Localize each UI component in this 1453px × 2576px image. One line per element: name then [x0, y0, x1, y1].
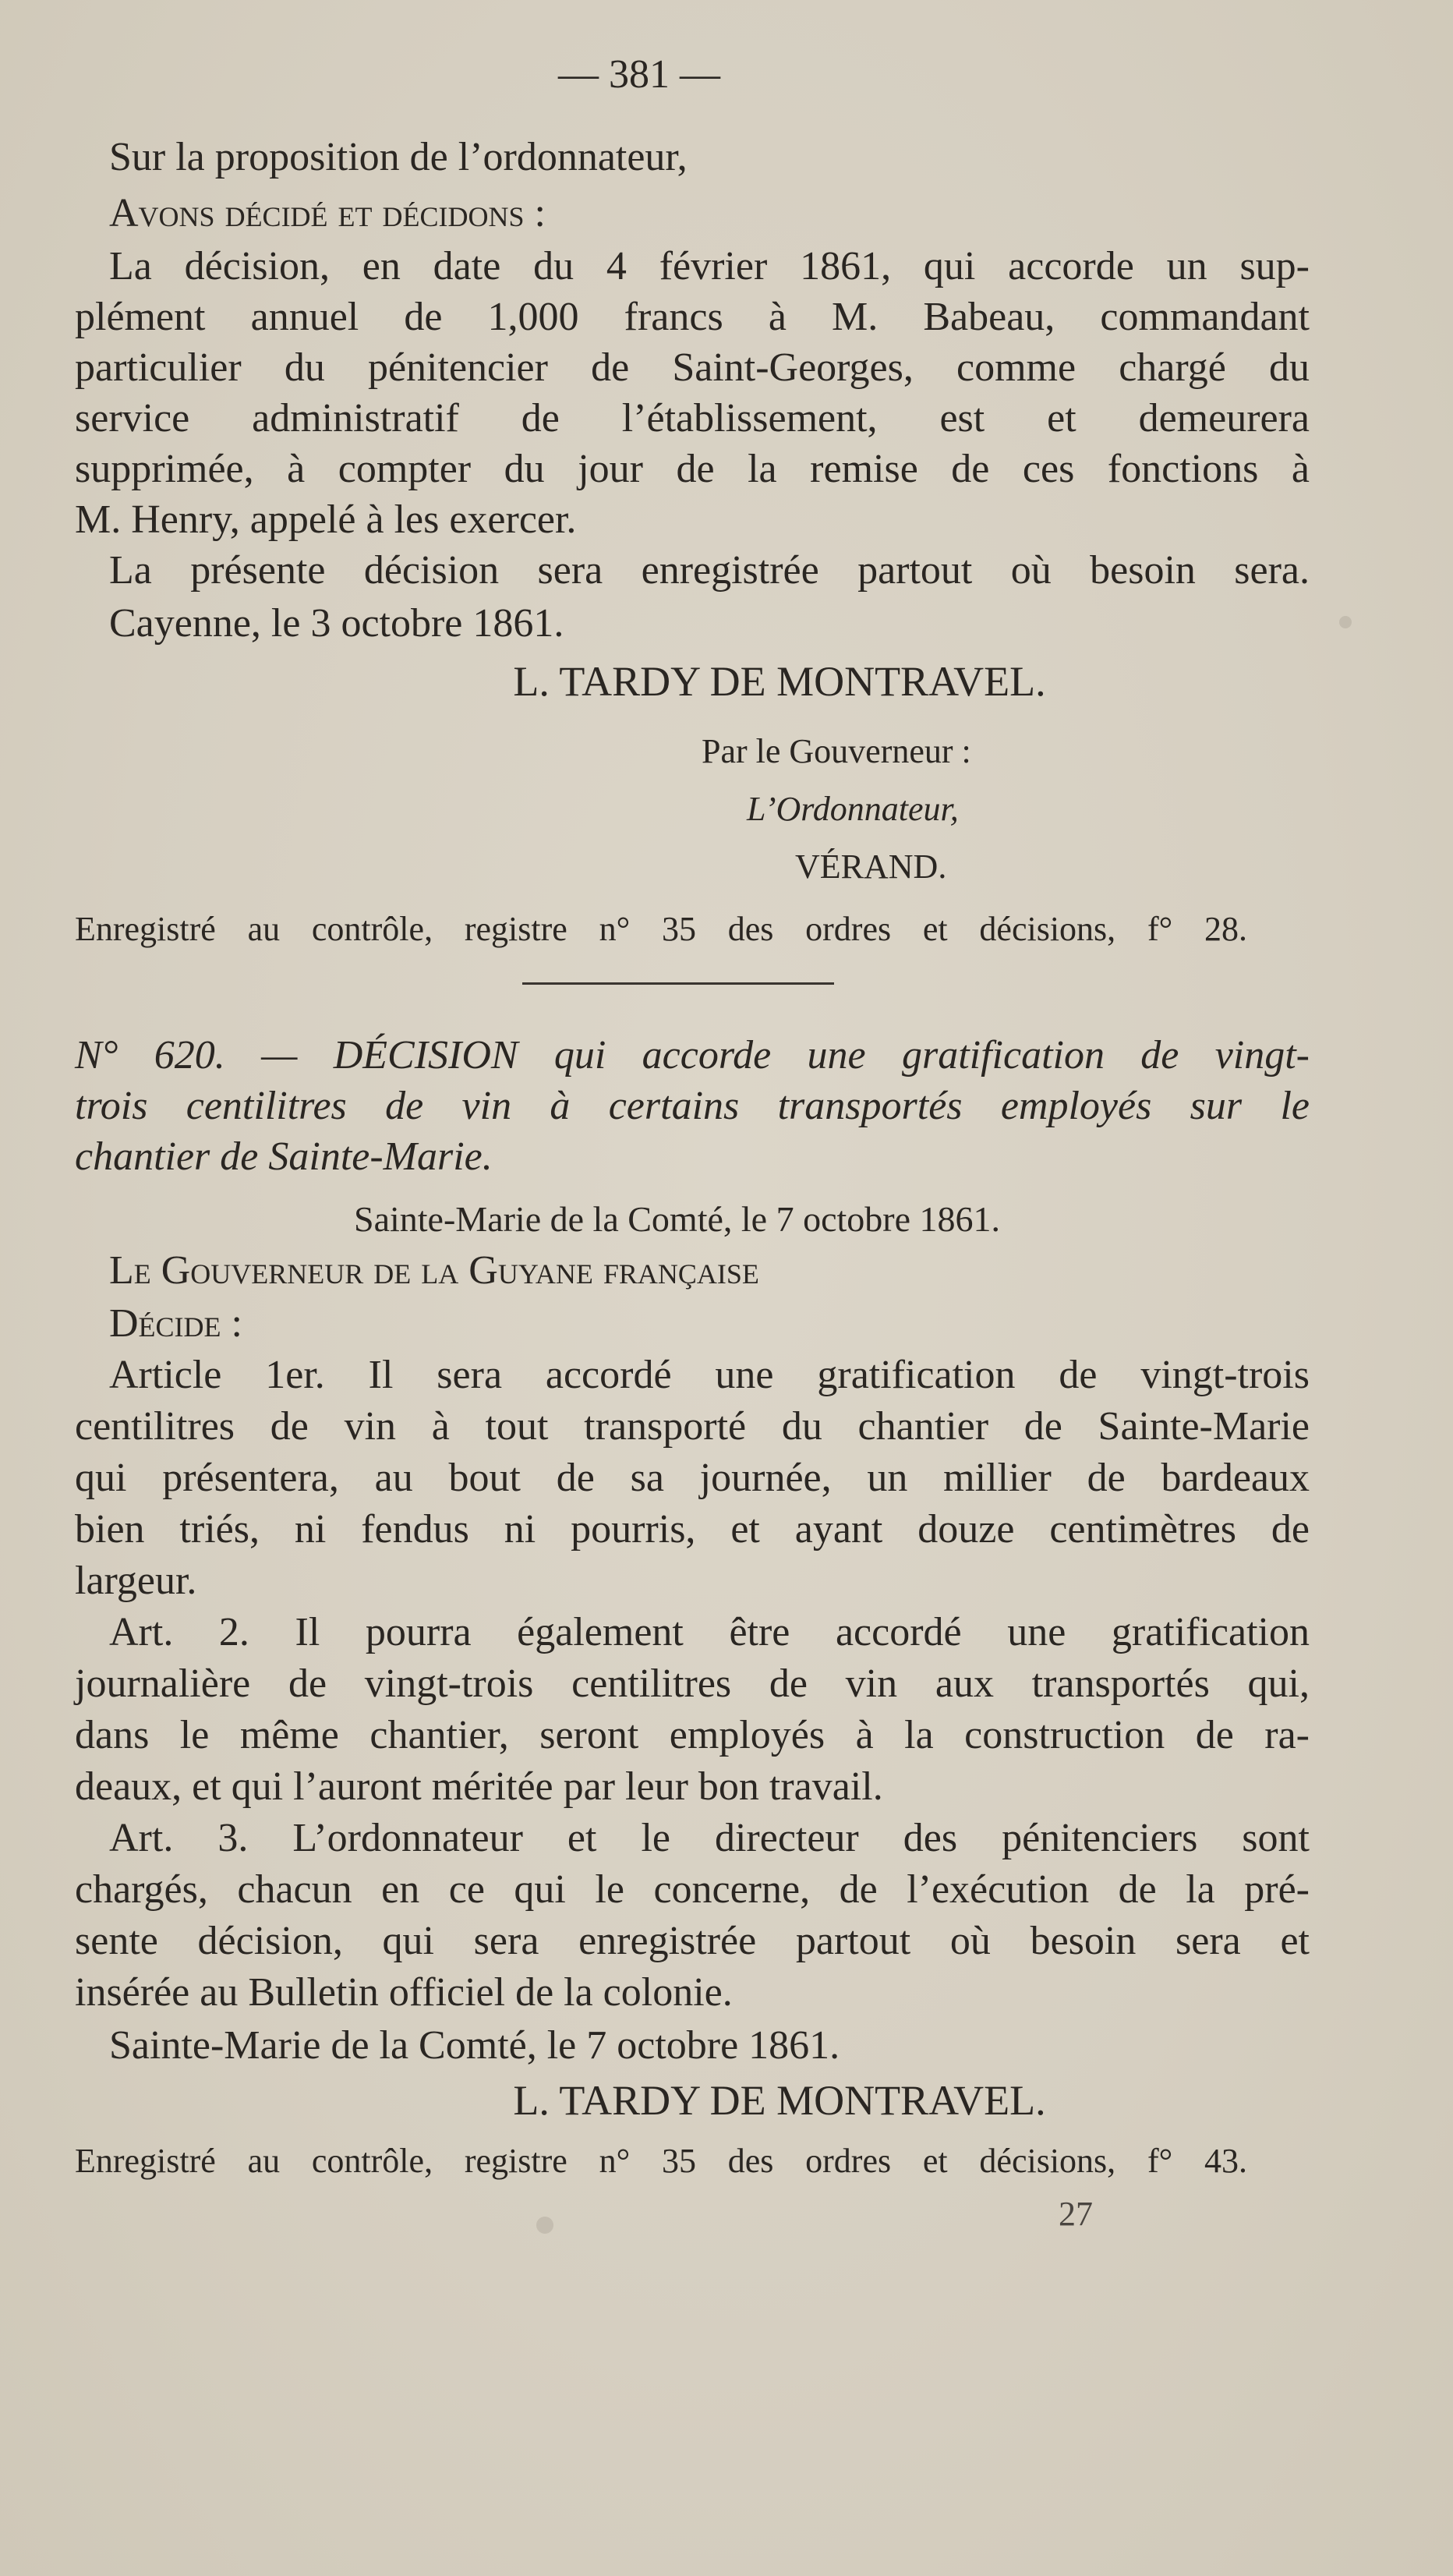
article-line: qui présentera, au bout de sa journée, un millier de bardeaux	[75, 1456, 1310, 1500]
verand-signature: VÉRAND.	[795, 847, 947, 886]
article-line: insérée au Bulletin officiel de la colonie.	[75, 1970, 733, 2015]
paragraph-line: service administratif de l’établissement, est et demeurera	[75, 396, 1310, 441]
registration-note: Enregistré au contrôle, registre n° 35 des ordres et décisions, f° 43.	[75, 2142, 1247, 2180]
paragraph-line: plément annuel de 1,000 francs à M. Babeau, commandant	[75, 295, 1310, 339]
article-line: journalière de vingt-trois centilitres de vin aux transportés qui,	[75, 1661, 1310, 1706]
article-line: centilitres de vin à tout transporté du chantier de Sainte-Marie	[75, 1404, 1310, 1449]
signature: L. TARDY DE MONTRAVEL.	[513, 2077, 1046, 2124]
signature-mark: 27	[1059, 2195, 1093, 2233]
page-number: — 381 —	[558, 52, 720, 97]
avons-decide-line: Avons décidé et décidons :	[109, 191, 546, 235]
paper-spot	[536, 2217, 553, 2234]
paragraph-line: M. Henry, appelé à les exercer.	[75, 497, 577, 542]
article-line: Art. 2. Il pourra également être accordé une gratification	[109, 1610, 1310, 1654]
date-line: Sainte-Marie de la Comté, le 7 octobre 1861.	[109, 2023, 840, 2068]
proposal-line: Sur la proposition de l’ordonnateur,	[109, 135, 688, 179]
article-line: bien triés, ni fendus ni pourris, et ayant douze centimètres de	[75, 1507, 1310, 1552]
article-line: deaux, et qui l’auront méritée par leur bon travail.	[75, 1764, 883, 1809]
article-line: dans le même chantier, seront employés à la construction de ra-	[75, 1713, 1310, 1757]
section-divider	[522, 982, 834, 985]
signature: L. TARDY DE MONTRAVEL.	[513, 658, 1046, 705]
article-line: largeur.	[75, 1559, 197, 1603]
date-line: Cayenne, le 3 octobre 1861.	[109, 601, 564, 646]
decide-line: Décide :	[109, 1301, 242, 1346]
paragraph-line: particulier du pénitencier de Saint-Georges, comme chargé du	[75, 345, 1310, 390]
by-governor: Par le Gouverneur :	[702, 732, 971, 770]
place-date-line: Sainte-Marie de la Comté, le 7 octobre 1861.	[354, 1199, 1001, 1239]
paper-spot	[1339, 616, 1352, 628]
decision-heading-line: N° 620. — DÉCISION qui accorde une gratification de vingt-	[75, 1033, 1310, 1077]
registration-note: Enregistré au contrôle, registre n° 35 des ordres et décisions, f° 28.	[75, 910, 1247, 948]
article-line: sente décision, qui sera enregistrée partout où besoin sera et	[75, 1919, 1310, 1963]
article-line: Article 1er. Il sera accordé une gratification de vingt-trois	[109, 1353, 1310, 1397]
registration-sentence: La présente décision sera enregistrée partout où besoin sera.	[109, 548, 1310, 593]
governor-line: Le Gouverneur de la Guyane française	[109, 1248, 759, 1293]
paragraph-line: supprimée, à compter du jour de la remise de ces fonctions à	[75, 447, 1310, 491]
decision-heading-line: trois centilitres de vin à certains transportés employés sur le	[75, 1084, 1310, 1128]
article-line: Art. 3. L’ordonnateur et le directeur des pénitenciers sont	[109, 1816, 1310, 1860]
decision-heading-line: chantier de Sainte-Marie.	[75, 1134, 493, 1179]
paragraph-line: La décision, en date du 4 février 1861, qui accorde un sup-	[109, 244, 1310, 288]
ordonnateur-title: L’Ordonnateur,	[747, 790, 959, 828]
article-line: chargés, chacun en ce qui le concerne, de l’exécution de la pré-	[75, 1867, 1310, 1912]
